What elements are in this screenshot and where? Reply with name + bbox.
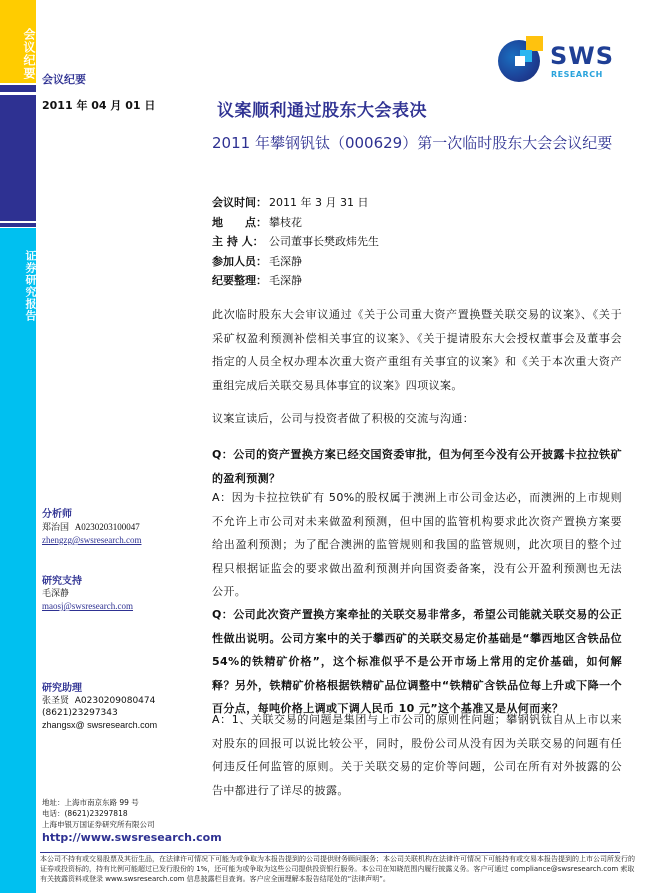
contact-assistant xyxy=(42,683,157,731)
sws-logo xyxy=(498,36,628,86)
doc-date: 2011 年 04 月 01 日 xyxy=(42,99,156,112)
contact-role: 研究助理 xyxy=(42,683,82,694)
contact-email-link[interactable]: zhengzg@swsresearch.com xyxy=(42,535,142,545)
meta-row-attendees xyxy=(212,252,379,272)
contact-name: 郑治国 xyxy=(42,523,70,533)
meta-key: 参加人员： xyxy=(212,254,267,268)
sidebar-band-navy xyxy=(0,95,36,221)
contact-email-link[interactable]: maosj@swsresearch.com xyxy=(42,601,134,611)
address-line: 地址：上海市南京东路 99 号 xyxy=(42,798,139,807)
page-subtitle: 2011 年攀钢钒钛（000629）第一次临时股东大会会议纪要 xyxy=(212,134,613,152)
logo-text: SWS xyxy=(550,42,615,70)
contact-name: 张圣贤 xyxy=(42,696,70,706)
sidebar-label-research-report: 证券研究报告 xyxy=(24,250,37,322)
contact-id: A0230203100047 xyxy=(74,522,140,532)
meta-value: 毛深静 xyxy=(269,254,302,268)
contact-analyst xyxy=(42,509,142,546)
phone-line: 电话：(8621)23297818 xyxy=(42,809,128,818)
contact-role: 研究支持 xyxy=(42,576,82,587)
meeting-meta xyxy=(212,193,379,291)
answer-2: A：1、关联交易的问题是集团与上市公司的原则性问题；攀钢钒钛自从上市以来对股东的回报可以说比较公平，同时，股份公司从没有因为关联交易的问题有任何违反任何监管的原则。关于关联交易的定价等问题，公司在所有对外披露的公告中都进行了详尽的披露。 xyxy=(212,713,622,797)
question-1: Q：公司的资产置换方案已经交国资委审批，但为何至今没有公开披露卡拉拉铁矿的盈利预测？ xyxy=(212,448,622,485)
meta-row-location xyxy=(212,213,379,233)
answer-1: A：因为卡拉拉铁矿有 50%的股权属于澳洲上市公司金达必，而澳洲的上市规则不允许上市公司对未来做盈利预测，但中国的监管机构要求此次资产置换方案要给出盈利预测；为了配合澳洲的监管规则和我国的监管规则，此次项目的整个过程只根据证监会的要求做出盈利预测并向国资委备案，没有公开盈利预测也无法公开。 xyxy=(212,491,622,598)
doc-type: 会议纪要 xyxy=(42,73,86,86)
logo-subtext: RESEARCH xyxy=(551,70,603,79)
meta-value: 攀枝花 xyxy=(269,215,302,229)
contact-name: 毛深静 xyxy=(42,589,70,599)
meta-value: 公司董事长樊政炜先生 xyxy=(269,235,379,248)
meta-row-host xyxy=(212,232,379,252)
question-2: Q：公司此次资产置换方案牵扯的关联交易非常多，希望公司能就关联交易的公正性做出说明。公司方案中的关于攀西矿的关联交易定价基础是“攀西地区含铁品位 54%的铁精矿价格”，这个标准似乎不是公开市场上常用的定价基础，如何解释？另外，铁精矿价格根据铁精矿品位调整中“铁精矿含铁品位每上升或下降一个百分点，每吨价格上调或下调人民币 10 元”这个基准又是从何而来？ xyxy=(212,608,622,715)
company-name: 上海申银万国证券研究所有限公司 xyxy=(42,820,155,829)
meta-key: 地 点： xyxy=(212,215,267,229)
disclaimer-text: 本公司不持有或交易股票及其衍生品，在法律许可情况下可能为或争取为本报告提到的公司提供财务顾问服务；本公司关联机构在法律许可情况下可能持有或交易本报告提到的上市公司所发行的证券或投资标的，持有比例可能超过已发行股份的 1%，还可能为或争取为这些公司提供投资银行服务。本公司在知晓范围内履行披露义务。客户可通过 compliance@swsresearch.com 索取有关披露资料或登录 www.swsresearch.com 信息披露栏目查询。客户应全面理解本报告结尾处的“法律声明”。 xyxy=(40,855,635,883)
meta-value: 2011 年 3 月 31 日 xyxy=(269,196,369,209)
website-link[interactable]: http://www.swsresearch.com xyxy=(42,831,222,844)
meta-row-recorder xyxy=(212,271,379,291)
meta-value: 毛深静 xyxy=(269,274,302,287)
paragraph-motions: 此次临时股东大会审议通过《关于公司重大资产置换暨关联交易的议案》、《关于采矿权盈利预测补偿相关事宜的议案》、《关于提请股东大会授权董事会及董事会指定的人员全权办理本次重大资产重组有关事宜的议案》和《关于本次重大资产重组完成后关联交易具体事宜的议案》四项议案。 xyxy=(212,308,622,392)
page-title: 议案顺利通过股东大会表决 xyxy=(217,101,427,121)
contact-role: 分析师 xyxy=(42,509,72,520)
meta-key: 纪要整理： xyxy=(212,274,267,287)
disclaimer-divider xyxy=(40,852,620,853)
contact-name-line xyxy=(42,521,142,534)
sidebar-band-cyan xyxy=(0,228,36,893)
contact-name-line xyxy=(42,695,157,707)
contact-support xyxy=(42,576,133,612)
sidebar-band-navy-thin-2 xyxy=(0,223,36,227)
meta-key: 会议时间： xyxy=(212,196,267,209)
company-address-block xyxy=(42,797,222,843)
contact-email: zhangsx@ swsresearch.com xyxy=(42,720,158,730)
paragraph-communication: 议案宣读后，公司与投资者做了积极的交流与沟通： xyxy=(212,412,475,425)
meta-key: 主 持 人： xyxy=(212,235,264,248)
contact-id: A0230209080474 xyxy=(74,696,156,706)
sidebar-label-meeting-minutes: 会议纪要 xyxy=(22,28,36,80)
sidebar-band-navy-thin xyxy=(0,85,36,92)
logo-square-icon xyxy=(515,56,525,66)
meta-row-time xyxy=(212,193,379,213)
logo-square-icon xyxy=(526,36,543,51)
contact-phone: (8621)23297343 xyxy=(42,708,118,718)
